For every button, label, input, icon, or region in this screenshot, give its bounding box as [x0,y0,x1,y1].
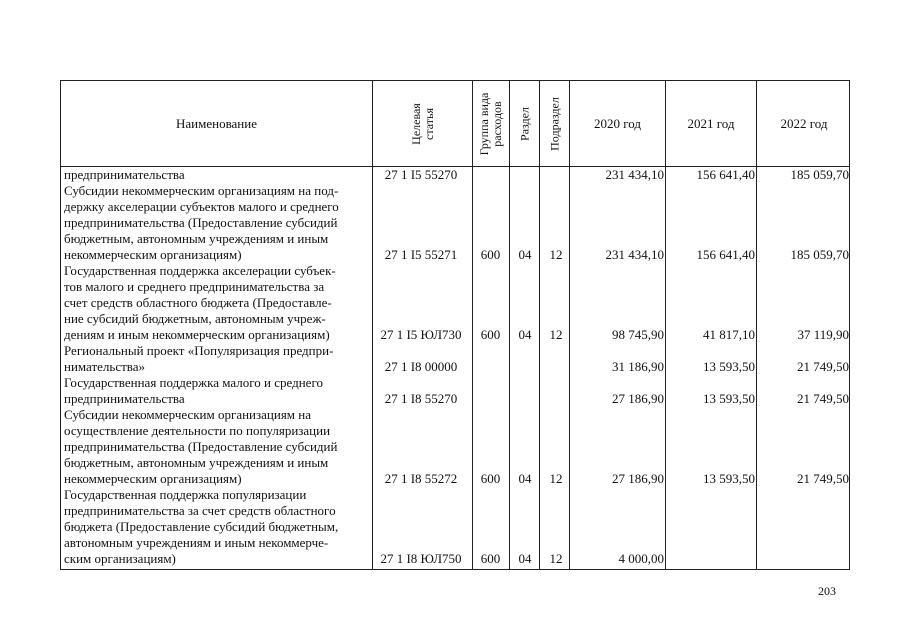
row-name-line: счет средств областного бюджета (Предоставле- [64,295,332,310]
row-name-line: Государственная поддержка акселерации субъек- [64,263,336,278]
value-2022: 21 749,50 [797,471,849,486]
row-name-line: Государственная поддержка популяризации [64,487,307,502]
table-body [60,166,850,570]
value-2022: 185 059,70 [790,247,849,262]
row-name-line: предпринимательства [64,391,185,406]
header-2022: 2022 год [780,116,828,131]
group-code: 600 [480,327,501,342]
row-name-line: предпринимательства за счет средств областного [64,503,336,518]
page-number: 203 [818,584,836,598]
table-row [61,375,851,407]
header-group-cell [473,81,510,167]
row-name [64,375,368,407]
row-name-line: тов малого и среднего предпринимательства за [64,279,325,294]
header-target-cell [373,81,473,167]
header-2021-cell [666,81,757,167]
value-2022: 185 059,70 [790,167,849,182]
target-code: 27 1 I5 ЮЛ730 [380,327,462,342]
value-2020: 27 186,90 [612,391,664,406]
row-name [64,167,368,183]
row-name [64,343,368,375]
subsection-code: 12 [549,327,563,342]
value-2021: 156 641,40 [696,167,755,182]
table-row [61,167,851,183]
value-2021: 156 641,40 [696,247,755,262]
row-name-line: ским организациям) [64,551,176,566]
value-2020: 31 186,90 [612,359,664,374]
row-name [64,263,368,343]
value-2021: 41 817,10 [703,327,755,342]
header-2022-cell [757,81,851,167]
group-code: 600 [480,471,501,486]
row-name-line: Государственная поддержка малого и среднего [64,375,323,390]
target-code: 27 1 I8 55272 [384,471,458,486]
header-section: Раздел [517,107,531,141]
row-name-line: дениям и иным некоммерческим организациям) [64,327,330,342]
header-name: Наименование [176,116,257,131]
row-name-line: автономным учреждениям и иным некоммерче- [64,535,329,550]
value-2022: 21 749,50 [797,359,849,374]
row-name-line: держку акселерации субъектов малого и среднего [64,199,339,214]
subsection-code: 12 [549,471,563,486]
value-2020: 4 000,00 [618,551,664,566]
row-name-line: некоммерческим организациям) [64,471,242,486]
table-row [61,407,851,487]
row-name-line: Региональный проект «Популяризация предпри- [64,343,334,358]
value-2020: 98 745,90 [612,327,664,342]
target-code: 27 1 I5 55270 [384,167,458,182]
row-name-line: бюджета (Предоставление субсидий бюджетным, [64,519,339,534]
value-2020: 27 186,90 [612,471,664,486]
row-name-line: бюджетным, автономным учреждениям и иным [64,455,329,470]
section-code: 04 [518,247,532,262]
subsection-code: 12 [549,247,563,262]
target-code: 27 1 I5 55271 [384,247,458,262]
header-target: Целевая статья [408,103,436,145]
section-code: 04 [518,551,532,566]
header-group: Группа вида расходов [477,92,504,156]
target-code: 27 1 I8 00000 [384,359,458,374]
table-row [61,183,851,263]
table-row [61,343,851,375]
row-name-line: предпринимательства [64,167,185,182]
value-2021: 13 593,50 [703,391,755,406]
row-name-line: предпринимательства (Предоставление субсидий [64,215,338,230]
table-row [61,487,851,567]
row-name-line: Субсидии некоммерческим организациям на под- [64,183,339,198]
budget-table [60,80,850,570]
row-name-line: нимательства» [64,359,146,374]
header-2021: 2021 год [687,116,735,131]
value-2022: 37 119,90 [797,327,849,342]
header-name-cell [61,81,373,167]
row-name-line: ние субсидий бюджетным, автономным учреж- [64,311,326,326]
header-2020-cell [570,81,666,167]
row-name-line: некоммерческим организациям) [64,247,242,262]
row-name [64,487,368,567]
target-code: 27 1 I8 55270 [384,391,458,406]
table-header [60,80,850,166]
group-code: 600 [480,551,501,566]
target-code: 27 1 I8 ЮЛ750 [380,551,462,566]
value-2020: 231 434,10 [605,247,664,262]
header-section-cell [510,81,540,167]
value-2022: 21 749,50 [797,391,849,406]
row-name-line: предпринимательства (Предоставление субсидий [64,439,338,454]
row-name-line: осуществление деятельности по популяризации [64,423,331,438]
subsection-code: 12 [549,551,563,566]
value-2020: 231 434,10 [605,167,664,182]
value-2021: 13 593,50 [703,471,755,486]
row-name-line: бюджетным, автономным учреждениям и иным [64,231,329,246]
value-2021: 13 593,50 [703,359,755,374]
group-code: 600 [480,247,501,262]
row-name [64,407,368,487]
header-2020: 2020 год [594,116,641,131]
section-code: 04 [518,327,532,342]
row-name [64,183,368,263]
header-subsection: Подраздел [547,97,561,151]
row-name-line: Субсидии некоммерческим организациям на [64,407,311,422]
section-code: 04 [518,471,532,486]
header-subsection-cell [540,81,570,167]
table-row [61,263,851,343]
